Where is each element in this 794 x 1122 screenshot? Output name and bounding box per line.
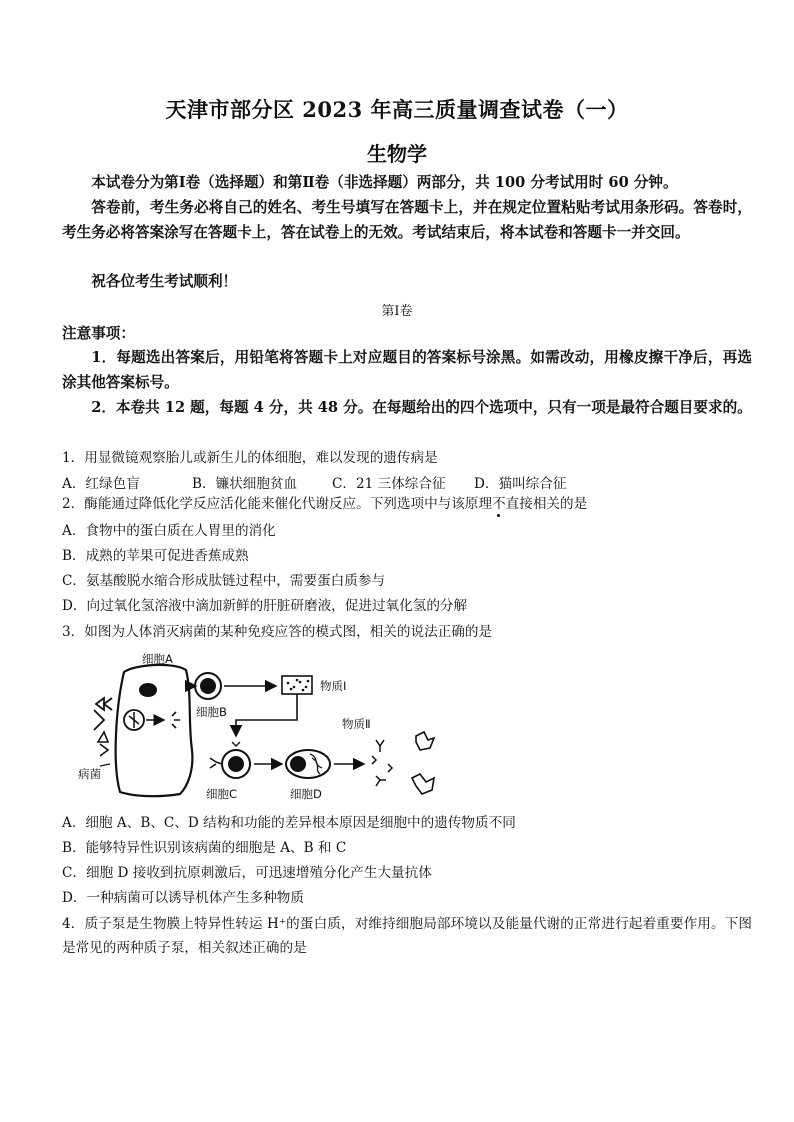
q1-option-d: D．猫叫综合征 — [474, 476, 567, 492]
cell-a-nucleus — [139, 683, 157, 697]
q2-option-d: D．向过氧化氢溶液中滴加新鲜的肝脏研磨液，促进过氧化氢的分解 — [62, 598, 468, 614]
antibody-group — [372, 740, 392, 786]
cell-d-nucleus — [290, 756, 306, 772]
pathogen-shapes — [412, 732, 434, 794]
q3-option-b: B．能够特异性识别该病菌的细胞是 A、B 和 C — [62, 840, 347, 856]
q2-stem — [62, 494, 587, 514]
notes-heading: 注意事项： — [62, 325, 135, 342]
intro-paragraph-3: 祝各位考生考试顺利！ — [91, 273, 238, 290]
pathogen-label: 病菌 — [78, 767, 101, 781]
substance-2-label: 物质Ⅱ — [342, 717, 371, 731]
subject-title: 生物学 — [367, 142, 427, 166]
cell-c-nucleus — [228, 756, 244, 772]
cell-b-nucleus — [200, 678, 216, 694]
q3-option-a: A．细胞 A、B、C、D 结构和功能的差异根本原因是细胞中的遗传物质不同 — [62, 815, 516, 831]
q3-option-c: C．细胞 D 接收到抗原刺激后，可迅速增殖分化产生大量抗体 — [62, 865, 432, 881]
section-label: 第Ⅰ卷 — [381, 304, 413, 319]
q3-option-d: D．一种病菌可以诱导机体产生多种物质 — [62, 890, 304, 906]
q1-options — [62, 472, 566, 492]
q2-option-a: A．食物中的蛋白质在人胃里的消化 — [62, 523, 276, 539]
intro-paragraph-1: 本试卷分为第Ⅰ卷（选择题）和第Ⅱ卷（非选择题）两部分，共 100 分考试用时 60 分钟。 — [91, 174, 678, 191]
intro-paragraph-2: 答卷前，考生务必将自己的姓名、考生号填写在答题卡上，并在规定位置粘贴考试用条形码。答卷时，考生务必将答案涂写在答题卡上，答在试卷上的无效。考试结束后，将本试卷和答题卡一并交回。 — [62, 199, 752, 241]
exam-title: 天津市部分区 2023 年高三质量调查试卷（一） — [165, 97, 629, 122]
cell-d-label: 细胞D — [290, 787, 322, 801]
q1-option-a: A．红绿色盲 — [62, 476, 140, 492]
q4-stem: 4．质子泵是生物膜上特异性转运 H⁺的蛋白质，对维持细胞局部环境以及能量代谢的正常进行起着重要作用。下图是常见的两种质子泵，相关叙述正确的是 — [62, 916, 752, 956]
immune-response-diagram — [76, 646, 456, 808]
cell-b-label: 细胞B — [196, 705, 227, 719]
q1-option-b: B．镰状细胞贫血 — [192, 476, 298, 492]
note-1: 1．每题选出答案后，用铅笔将答题卡上对应题目的答案标号涂黑。如需改动，用橡皮擦干净后，再选涂其他答案标号。 — [62, 349, 752, 391]
q2-stem-emphasis: 不 — [492, 496, 506, 512]
q2-option-b: B．成熟的苹果可促进香蕉成熟 — [62, 548, 249, 564]
q2-stem-part: 2．酶能通过降低化学反应活化能来催化代谢反应。下列选项中与该原理 — [62, 496, 493, 512]
q2-option-c: C．氨基酸脱水缩合形成肽链过程中，需要蛋白质参与 — [62, 573, 386, 589]
q3-stem: 3．如图为人体消灭病菌的某种免疫应答的模式图，相关的说法正确的是 — [62, 624, 493, 640]
q1-option-c: C．21 三体综合征 — [332, 476, 446, 492]
substance-1-label: 物质Ⅰ — [320, 679, 347, 693]
cell-a-label: 细胞A — [142, 652, 173, 666]
q1-stem: 1．用显微镜观察胎儿或新生儿的体细胞，难以发现的遗传病是 — [62, 450, 438, 466]
q2-stem-part: 直接相关的是 — [505, 496, 588, 512]
cell-c-label: 细胞C — [206, 787, 238, 801]
cell-a-shape — [116, 665, 193, 796]
note-2: 2．本卷共 12 题，每题 4 分，共 48 分。在每题给出的四个选项中，只有一项是最符合题目要求的。 — [91, 399, 752, 416]
